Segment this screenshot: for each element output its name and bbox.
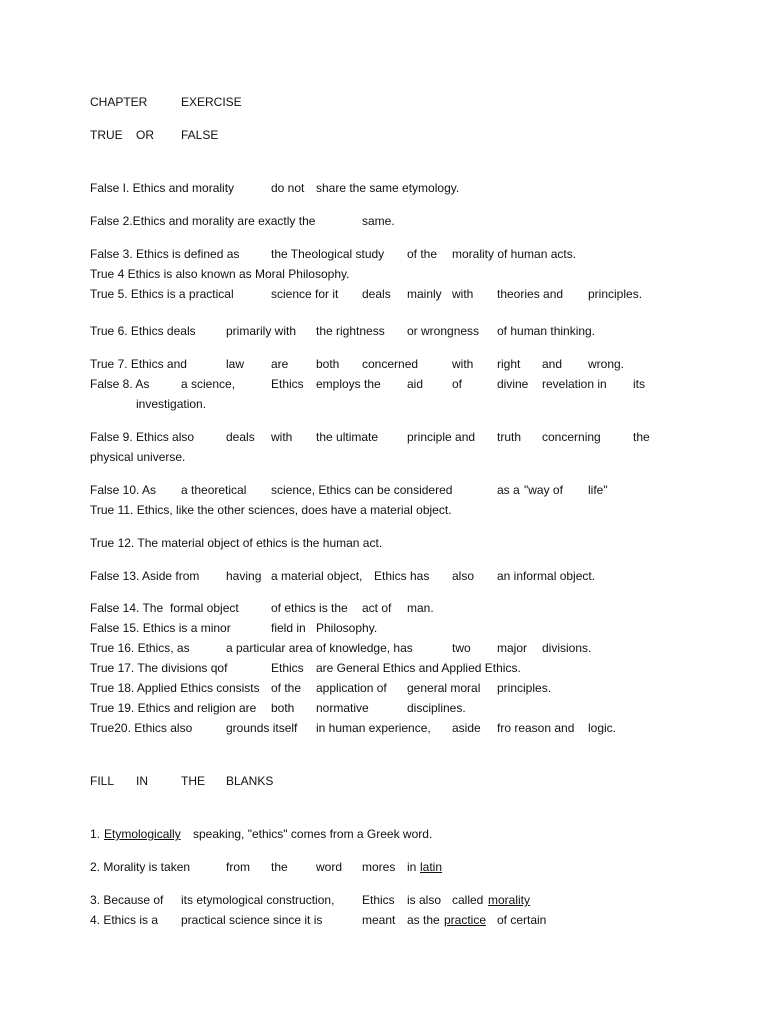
item-text: True 16. Ethics, as xyxy=(90,641,190,655)
item-text: deals xyxy=(362,287,391,301)
item-text: truth xyxy=(497,430,522,444)
item-text: science for it xyxy=(271,287,339,301)
item-text: field in xyxy=(271,621,306,635)
item-text: of ethics is the xyxy=(271,601,348,615)
item-text: mores xyxy=(362,860,396,874)
item-text: a particular area of knowledge, has xyxy=(226,641,413,655)
item-text: its etymological construction, xyxy=(181,893,335,907)
item-text: same. xyxy=(362,214,395,228)
item-text: concerning xyxy=(542,430,601,444)
item-text: practical science since it is xyxy=(181,913,323,927)
item-text: the xyxy=(271,860,288,874)
item-text: False 8. As xyxy=(90,377,150,391)
item-text: of certain xyxy=(497,913,547,927)
item-text: primarily with xyxy=(226,324,297,338)
item-text: wrong. xyxy=(588,357,625,371)
item-text: a theoretical xyxy=(181,483,247,497)
heading-word: BLANKS xyxy=(226,774,274,788)
item-text: revelation in xyxy=(542,377,607,391)
item-text: True 12. The material object of ethics is the human act. xyxy=(90,536,383,550)
item-text: 4. Ethics is a xyxy=(90,913,159,927)
heading-word: FALSE xyxy=(181,128,219,142)
item-text: True 11. Ethics, like the other sciences, does have a material object. xyxy=(90,503,452,517)
item-text: formal object xyxy=(170,601,239,615)
item-text: 3. Because of xyxy=(90,893,164,907)
answer-text: Etymologically xyxy=(104,827,181,841)
item-text: do not xyxy=(271,181,305,195)
item-text: word xyxy=(316,860,343,874)
item-text: two xyxy=(452,641,471,655)
item-text: Philosophy. xyxy=(316,621,378,635)
heading-word: IN xyxy=(136,774,148,788)
item-text: also xyxy=(452,569,475,583)
item-text: "way of xyxy=(524,483,563,497)
item-text: of the xyxy=(271,681,302,695)
item-text: aid xyxy=(407,377,424,391)
answer-text: morality xyxy=(488,893,531,907)
item-text: mainly xyxy=(407,287,442,301)
item-text: Ethics has xyxy=(374,569,430,583)
item-text: deals xyxy=(226,430,255,444)
item-text: investigation. xyxy=(136,397,207,411)
item-text: divine xyxy=(497,377,529,391)
heading-word: TRUE xyxy=(90,128,123,142)
item-text: life" xyxy=(588,483,608,497)
item-text: both xyxy=(271,701,295,715)
item-text: as the xyxy=(407,913,440,927)
item-text: as a xyxy=(497,483,520,497)
item-text: act of xyxy=(362,601,392,615)
item-text: employs the xyxy=(316,377,381,391)
item-text: in xyxy=(407,860,417,874)
item-text: the Theological study xyxy=(271,247,385,261)
item-text: True 19. Ethics and religion are xyxy=(90,701,257,715)
item-text: Ethics xyxy=(271,377,304,391)
item-text: a science, xyxy=(181,377,236,391)
item-text: True 4 Ethics is also known as Moral Philosophy. xyxy=(90,267,350,281)
item-text: man. xyxy=(407,601,434,615)
item-text: concerned xyxy=(362,357,419,371)
item-text: True20. Ethics also xyxy=(90,721,193,735)
item-text: principles. xyxy=(588,287,643,301)
heading-word: FILL xyxy=(90,774,115,788)
item-text: speaking, "ethics" comes from a Greek word. xyxy=(193,827,433,841)
item-text: in human experience, xyxy=(316,721,431,735)
item-text: True 17. The divisions qof xyxy=(90,661,228,675)
item-text: both xyxy=(316,357,340,371)
item-text: are General Ethics and Applied Ethics. xyxy=(316,661,521,675)
item-text: share the same etymology. xyxy=(316,181,460,195)
item-text: True 18. Applied Ethics consists xyxy=(90,681,260,695)
item-text: of xyxy=(452,377,463,391)
item-text: logic. xyxy=(588,721,617,735)
item-text: False 2.Ethics and morality are exactly the xyxy=(90,214,316,228)
item-text: major xyxy=(497,641,528,655)
item-text: with xyxy=(271,430,293,444)
item-text: aside xyxy=(452,721,481,735)
item-text: False 10. As xyxy=(90,483,157,497)
item-text: of the xyxy=(407,247,438,261)
item-text: with xyxy=(452,357,474,371)
item-text: True 7. Ethics and xyxy=(90,357,187,371)
item-text: morality of human acts. xyxy=(452,247,577,261)
item-text: True 5. Ethics is a practical xyxy=(90,287,234,301)
item-text: general moral xyxy=(407,681,481,695)
item-text: the rightness xyxy=(316,324,385,338)
answer-text: latin xyxy=(420,860,443,874)
item-text: meant xyxy=(362,913,396,927)
item-text: the ultimate xyxy=(316,430,379,444)
item-text: principle and xyxy=(407,430,476,444)
item-text: False 15. Ethics is a minor xyxy=(90,621,231,635)
item-text: are xyxy=(271,357,289,371)
item-text: disciplines. xyxy=(407,701,466,715)
heading-word: EXERCISE xyxy=(181,95,242,109)
item-number: 1. xyxy=(90,827,101,841)
item-text: application of xyxy=(316,681,387,695)
item-text: principles. xyxy=(497,681,552,695)
item-text: from xyxy=(226,860,250,874)
item-text: a material object, xyxy=(271,569,363,583)
heading-word: THE xyxy=(181,774,205,788)
item-text: physical universe. xyxy=(90,450,186,464)
answer-text: practice xyxy=(444,913,487,927)
item-text: with xyxy=(452,287,474,301)
heading-word: OR xyxy=(136,128,154,142)
item-text: the xyxy=(633,430,650,444)
heading-word: CHAPTER xyxy=(90,95,148,109)
item-text: of human thinking. xyxy=(497,324,596,338)
item-text: 2. Morality is taken xyxy=(90,860,191,874)
item-text: fro reason and xyxy=(497,721,575,735)
item-text: Ethics xyxy=(271,661,304,675)
item-text: an informal object. xyxy=(497,569,596,583)
item-text: right xyxy=(497,357,521,371)
item-text: and xyxy=(542,357,563,371)
item-text: True 6. Ethics deals xyxy=(90,324,196,338)
item-text: grounds itself xyxy=(226,721,298,735)
item-text: law xyxy=(226,357,245,371)
item-text: False 14. The xyxy=(90,601,164,615)
item-text: science, Ethics can be considered xyxy=(271,483,453,497)
item-text: normative xyxy=(316,701,369,715)
item-text: False 13. Aside from xyxy=(90,569,200,583)
item-text: False I. Ethics and morality xyxy=(90,181,235,195)
item-text: False 9. Ethics also xyxy=(90,430,195,444)
item-text: False 3. Ethics is defined as xyxy=(90,247,240,261)
item-text: Ethics xyxy=(362,893,395,907)
item-text: theories and xyxy=(497,287,564,301)
item-text: divisions. xyxy=(542,641,592,655)
item-text: having xyxy=(226,569,262,583)
item-text: its xyxy=(633,377,645,391)
item-text: is also xyxy=(407,893,442,907)
item-text: or wrongness xyxy=(407,324,480,338)
item-text: called xyxy=(452,893,484,907)
